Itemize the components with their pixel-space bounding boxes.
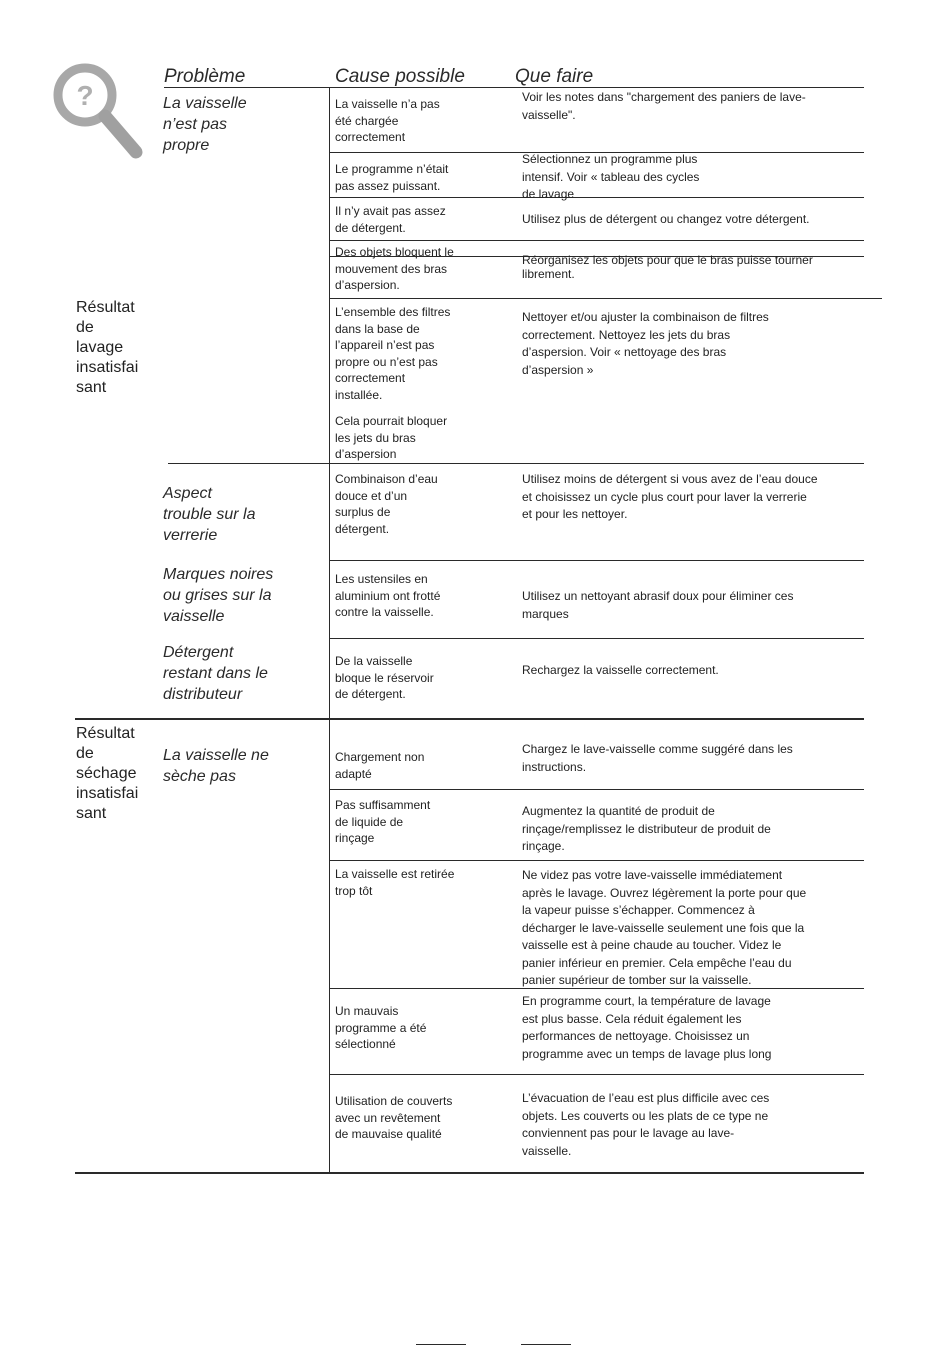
problem-detergent-left: Détergent restant dans le distributeur bbox=[163, 644, 268, 703]
action-cell: Nettoyer et/ou ajuster la combinaison de filtres correctement. Nettoyez les jets du bras d’aspersion. Voir « nettoyage des bras d’aspersion » bbox=[522, 310, 769, 377]
magnifier-question-icon bbox=[50, 60, 145, 165]
cause-cell: Combinaison d’eau douce et d’un surplus de détergent. bbox=[335, 472, 438, 536]
action-cell: Chargez le lave-vaisselle comme suggéré dans les instructions. bbox=[522, 742, 793, 774]
problem-not-clean: La vaisselle n’est pas propre bbox=[163, 95, 247, 154]
header-cause: Cause possible bbox=[335, 66, 465, 87]
cause-cell: Les ustensiles en aluminium ont frotté contre la vaisselle. bbox=[335, 572, 441, 619]
svg-text:?: ? bbox=[76, 80, 94, 111]
row-divider bbox=[330, 1074, 864, 1075]
row-divider bbox=[330, 560, 864, 561]
header-action: Que faire bbox=[515, 66, 594, 87]
action-cell: En programme court, la température de lavage est plus basse. Cela réduit également les performances de nettoyage. Choisissez un programme avec un temps de lavage plus long bbox=[522, 994, 772, 1061]
cause-cell: La vaisselle est retirée trop tôt bbox=[335, 867, 455, 898]
cause-cell: Il n’y avait pas assez de détergent. bbox=[335, 204, 446, 235]
cause-cell: Cela pourrait bloquer les jets du bras d’aspersion bbox=[335, 414, 448, 461]
action-cell: Utilisez plus de détergent ou changez votre détergent. bbox=[522, 212, 810, 226]
row-divider bbox=[330, 860, 864, 861]
action-cell: Voir les notes dans "chargement des paniers de lave- vaisselle". bbox=[522, 90, 806, 122]
cause-cell: L’ensemble des filtres dans la base de l’appareil n’est pas propre ou n’est pas correctement installée. bbox=[335, 305, 451, 402]
category-washing: Résultat de lavage insatisfai sant bbox=[76, 299, 139, 396]
problem-marks: Marques noires ou grises sur la vaisselle bbox=[163, 566, 274, 625]
cause-cell: Des objets bloquent le mouvement des bras d’aspersion. bbox=[335, 245, 454, 292]
cause-cell: Utilisation de couverts avec un revêtement de mauvaise qualité bbox=[335, 1094, 453, 1141]
footer-rule-right bbox=[521, 1344, 571, 1345]
action-cell: Augmentez la quantité de produit de rinçage/remplissez le distributeur de produit de rinçage. bbox=[522, 804, 771, 853]
row-divider bbox=[168, 463, 864, 464]
cause-cell: Chargement non adapté bbox=[335, 750, 425, 781]
problem-not-dry: La vaisselle ne sèche pas bbox=[163, 747, 269, 785]
footer-rule-left bbox=[416, 1344, 466, 1345]
action-cell: Réorganisez les objets pour que le bras puisse tourner librement. bbox=[522, 253, 813, 281]
cause-cell: La vaisselle n’a pas été chargée correctement bbox=[335, 97, 440, 144]
table-bottom-rule bbox=[75, 1172, 864, 1174]
action-cell: Ne videz pas votre lave-vaisselle immédiatement après le lavage. Ouvrez légèrement la porte pour que la vapeur puisse s’échapper. Commencez à décharger le lave-vaisselle seulement une fois que la vaisselle est à peine chaude au toucher. Videz le panier inférieur en premier. Cela empêche l’eau du panier supérieur de tomber sur la vaisselle. bbox=[522, 868, 807, 987]
header-problem: Problème bbox=[164, 66, 246, 87]
cause-cell: Le programme n’était pas assez puissant. bbox=[335, 162, 449, 193]
row-divider bbox=[330, 638, 864, 639]
row-divider bbox=[330, 298, 882, 299]
row-divider bbox=[330, 240, 864, 241]
cause-column-rule bbox=[329, 88, 330, 1172]
action-cell: Sélectionnez un programme plus intensif. Voir « tableau des cycles de lavage bbox=[522, 152, 700, 201]
cause-cell: Un mauvais programme a été sélectionné bbox=[335, 1004, 427, 1051]
header-rule bbox=[164, 87, 864, 88]
section-divider bbox=[75, 718, 864, 720]
action-cell: Rechargez la vaisselle correctement. bbox=[522, 663, 719, 677]
action-cell: Utilisez un nettoyant abrasif doux pour éliminer ces marques bbox=[522, 589, 794, 621]
cause-cell: De la vaisselle bloque le réservoir de détergent. bbox=[335, 654, 434, 701]
cause-cell: Pas suffisamment de liquide de rinçage bbox=[335, 798, 431, 845]
action-cell: L’évacuation de l’eau est plus difficile avec ces objets. Les couverts ou les plats de ce type ne conviennent pas pour le lavage au lave- vaisselle. bbox=[522, 1091, 770, 1158]
row-divider bbox=[330, 789, 864, 790]
category-drying: Résultat de séchage insatisfai sant bbox=[76, 725, 139, 822]
action-cell: Utilisez moins de détergent si vous avez de l’eau douce et choisissez un cycle plus court pour laver la verrerie et pour les nettoyer. bbox=[522, 472, 818, 521]
problem-cloudy-glass: Aspect trouble sur la verrerie bbox=[163, 485, 256, 544]
